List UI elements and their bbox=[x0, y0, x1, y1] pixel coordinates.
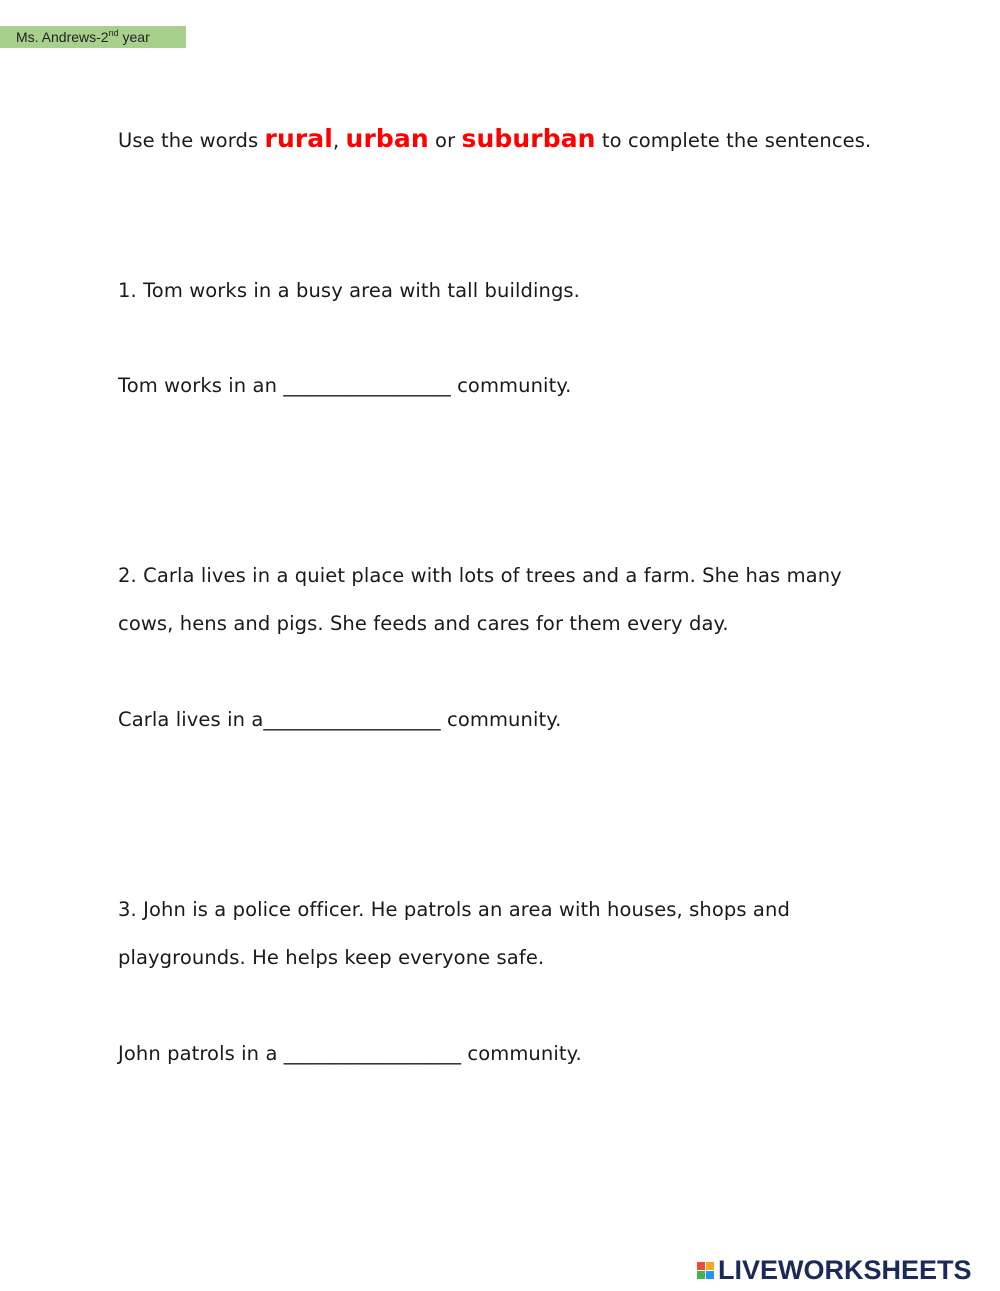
question-3-answer-line[interactable]: John patrols in a __________________ community. bbox=[118, 1042, 582, 1065]
question-2-answer-line[interactable]: Carla lives in a__________________ community. bbox=[118, 708, 562, 731]
liveworksheets-logo-icon bbox=[697, 1262, 714, 1279]
question-3-text-line1: 3. John is a police officer. He patrols an area with houses, shops and bbox=[118, 898, 790, 921]
question-3-text-line2: playgrounds. He helps keep everyone safe. bbox=[118, 946, 545, 969]
instructions-sep2: or bbox=[428, 129, 462, 152]
question-1-answer-line[interactable]: Tom works in an _________________ community. bbox=[118, 374, 572, 397]
word-rural: rural bbox=[264, 124, 333, 153]
instructions-suffix: to complete the sentences. bbox=[595, 129, 872, 152]
question-2-text-line2: cows, hens and pigs. She feeds and cares for them every day. bbox=[118, 612, 729, 635]
question-2-text-line1: 2. Carla lives in a quiet place with lots of trees and a farm. She has many bbox=[118, 564, 842, 587]
word-urban: urban bbox=[345, 124, 429, 153]
brand-name: LIVEWORKSHEETS bbox=[718, 1254, 972, 1285]
teacher-name: Ms. Andrews-2 bbox=[16, 29, 109, 45]
teacher-year: year bbox=[118, 29, 150, 45]
teacher-superscript: nd bbox=[108, 28, 119, 38]
word-suburban: suburban bbox=[461, 124, 596, 153]
question-1-text: 1. Tom works in a busy area with tall buildings. bbox=[118, 279, 580, 302]
instructions-prefix: Use the words bbox=[118, 129, 265, 152]
instructions-sep1: , bbox=[332, 129, 346, 152]
teacher-tag bbox=[0, 26, 186, 48]
liveworksheets-brand bbox=[697, 1255, 972, 1285]
instructions bbox=[118, 124, 871, 153]
